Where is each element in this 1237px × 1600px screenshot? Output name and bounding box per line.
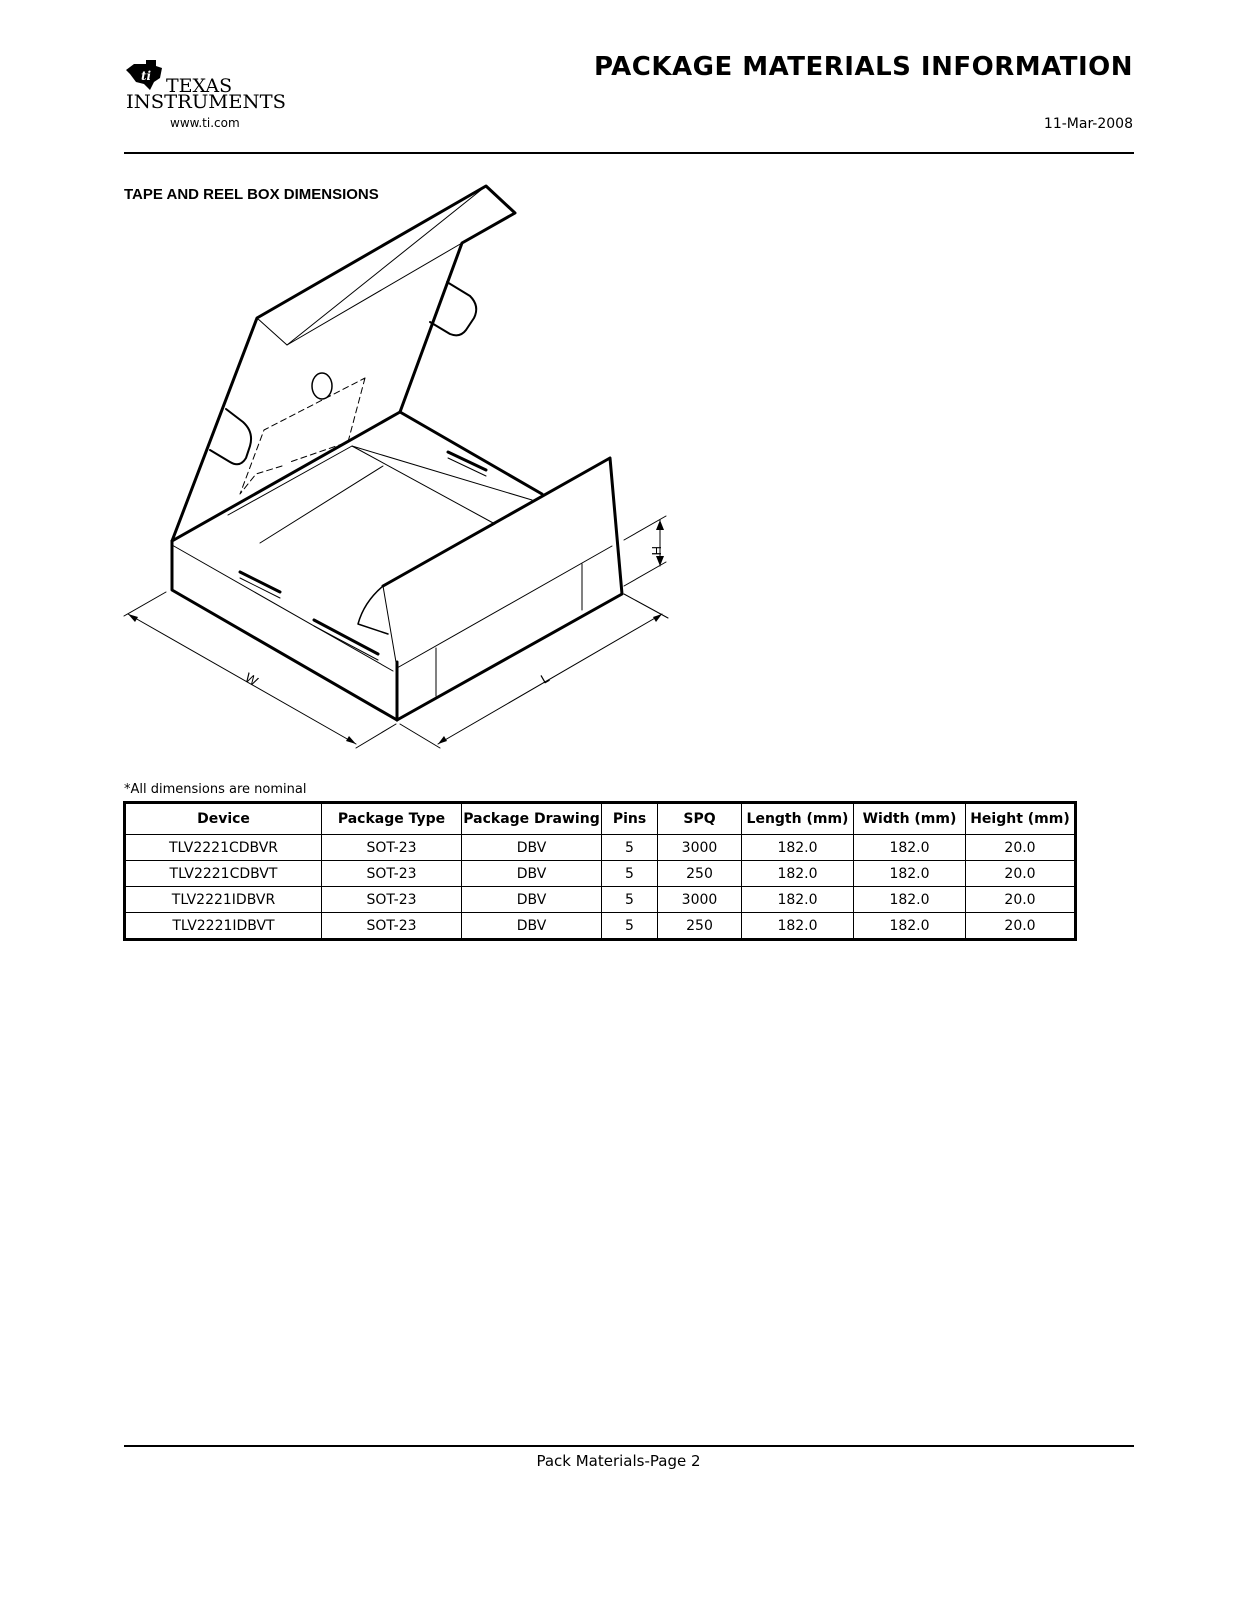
cell-package-drawing: DBV [462,835,602,861]
ti-logo-icon [126,60,296,116]
col-height: Height (mm) [966,803,1076,835]
table-row [125,861,1076,887]
dim-l-label: L [538,669,552,687]
col-spq: SPQ [658,803,742,835]
dim-h-label: H [649,546,664,556]
cell-device: TLV2221CDBVT [125,861,322,887]
cell-length: 182.0 [742,913,854,940]
cell-device: TLV2221IDBVR [125,887,322,913]
box-lid [172,186,515,541]
page-number: Pack Materials-Page 2 [536,1452,701,1470]
cell-pins: 5 [602,913,658,940]
table-row [125,913,1076,940]
box-right-flap [383,458,622,720]
cell-height: 20.0 [966,887,1076,913]
dim-w-line [128,614,356,744]
cell-device: TLV2221CDBVR [125,835,322,861]
footer-rule [124,1445,1134,1447]
cell-length: 182.0 [742,861,854,887]
cell-width: 182.0 [854,913,966,940]
page-title: PACKAGE MATERIALS INFORMATION [594,52,1133,82]
cell-spq: 3000 [658,835,742,861]
table-row [125,887,1076,913]
box-front-left [172,541,397,720]
table-row [125,835,1076,861]
cell-package-drawing: DBV [462,913,602,940]
side-tab [210,409,251,464]
cell-spq: 250 [658,861,742,887]
cell-length: 182.0 [742,887,854,913]
col-package-drawing: Package Drawing [462,803,602,835]
logo-url[interactable]: www.ti.com [170,116,240,130]
cell-package-type: SOT-23 [322,835,462,861]
cell-package-type: SOT-23 [322,913,462,940]
svg-text:ti: ti [141,69,152,83]
cell-height: 20.0 [966,835,1076,861]
col-width: Width (mm) [854,803,966,835]
ti-logo [126,60,296,135]
cell-spq: 250 [658,913,742,940]
cell-pins: 5 [602,887,658,913]
logo-instruments: INSTRUMENTS [126,91,286,113]
cell-width: 182.0 [854,861,966,887]
tape-reel-box-diagram [118,180,698,760]
col-pins: Pins [602,803,658,835]
cell-package-drawing: DBV [462,887,602,913]
col-device: Device [125,803,322,835]
cell-height: 20.0 [966,861,1076,887]
dimensions-table [123,801,1077,941]
section-title: TAPE AND REEL BOX DIMENSIONS [124,186,379,203]
cell-spq: 3000 [658,887,742,913]
cell-width: 182.0 [854,887,966,913]
col-length: Length (mm) [742,803,854,835]
cell-length: 182.0 [742,835,854,861]
table-header-row [125,803,1076,835]
col-package-type: Package Type [322,803,462,835]
nominal-note: *All dimensions are nominal [124,782,307,797]
box-rim [172,412,542,541]
cell-package-drawing: DBV [462,861,602,887]
cell-pins: 5 [602,861,658,887]
header-rule [124,152,1134,154]
logo-texas: TEXAS [166,75,233,97]
dim-w-label: W [242,669,261,689]
cell-width: 182.0 [854,835,966,861]
cell-pins: 5 [602,835,658,861]
cell-package-type: SOT-23 [322,887,462,913]
cell-package-type: SOT-23 [322,861,462,887]
cell-device: TLV2221IDBVT [125,913,322,940]
page-date: 11-Mar-2008 [1043,116,1133,132]
cell-height: 20.0 [966,913,1076,940]
